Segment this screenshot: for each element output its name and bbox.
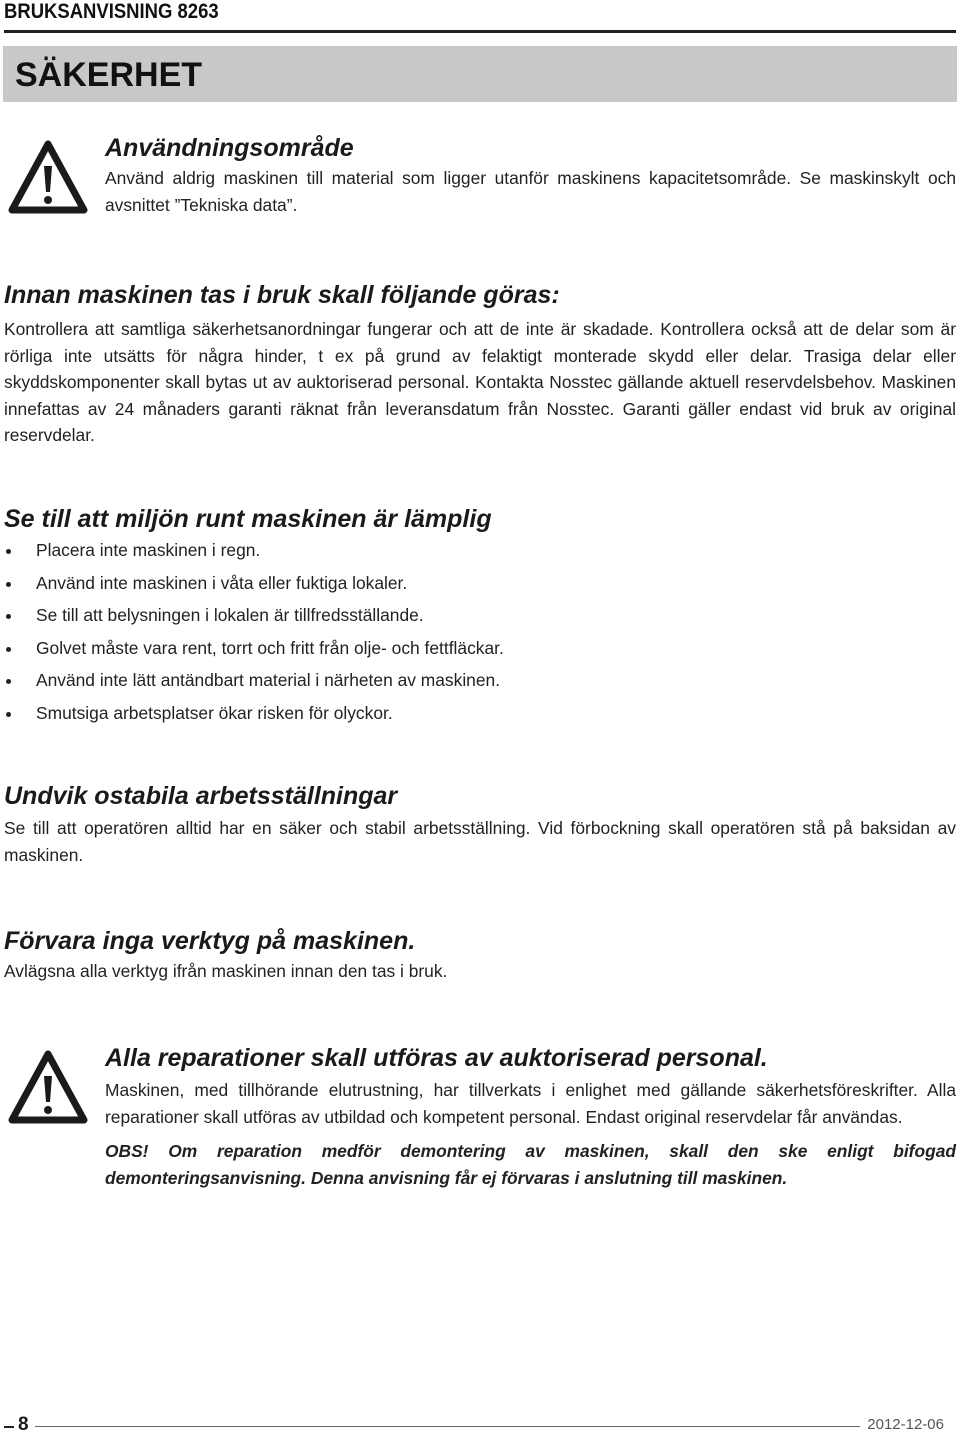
document-header: BRUKSANVISNING 8263 xyxy=(4,0,219,23)
list-item: Golvet måste vara rent, torrt och fritt från olje- och fettfläckar. xyxy=(4,632,956,665)
obs-text: Om reparation medför demontering av maskinen, skall den ske enligt bifogad demonteringsanvisning. Denna anvisning får ej förvaras i anslutning till maskinen. xyxy=(105,1141,956,1188)
before-use-text: Kontrollera att samtliga säkerhetsanordningar fungerar och att de inte är skadade. Kontrollera också att de delar som är rörliga inte utsätts för några hinder, t ex på grund av felaktigt monterade skydd eller delar. Trasiga delar eller skyddskomponenter skall bytas ut av auktoriserad personal. Kontakta Nosstec gällande aktuell reservdelsbehov. Maskinen innefattas av 24 månaders garanti räknat från leveransdatum från Nosstec. Garanti gäller endast vid bruk av original reservdelar. xyxy=(4,319,956,445)
list-item: Placera inte maskinen i regn. xyxy=(4,534,956,567)
tools-section xyxy=(4,927,956,985)
footer-rule xyxy=(34,1426,860,1427)
tools-heading: Förvara inga verktyg på maskinen. xyxy=(4,927,416,955)
before-use-section xyxy=(4,281,956,449)
repairs-text: Maskinen, med tillhörande elutrustning, har tillverkats i enlighet med gällande säkerhetsföreskrifter. Alla reparationer skall utföras av utbildad och kompetent personal. Endast original reservdelar får användas. xyxy=(105,1080,956,1127)
footer-date: 2012-12-06 xyxy=(861,1416,944,1433)
usage-section xyxy=(105,134,956,218)
list-item: Använd inte maskinen i våta eller fuktiga lokaler. xyxy=(4,567,956,600)
tools-text: Avlägsna alla verktyg ifrån maskinen innan den tas i bruk. xyxy=(4,961,448,981)
obs-paragraph xyxy=(105,1138,956,1191)
list-item: Använd inte lätt antändbart material i närheten av maskinen. xyxy=(4,664,956,697)
page-number: 8 xyxy=(18,1414,35,1436)
warning-triangle-icon xyxy=(8,1050,88,1124)
repairs-heading: Alla reparationer skall utföras av auktoriserad personal. xyxy=(105,1044,768,1072)
environment-section xyxy=(4,505,956,729)
usage-heading: Användningsområde xyxy=(105,134,354,162)
section-title: SÄKERHET xyxy=(15,56,203,94)
warning-triangle-icon xyxy=(8,140,88,214)
environment-heading: Se till att miljön runt maskinen är lämplig xyxy=(4,505,492,533)
footer-mark xyxy=(4,1426,14,1428)
environment-list xyxy=(4,534,956,729)
posture-heading: Undvik ostabila arbetsställningar xyxy=(4,782,398,810)
header-rule xyxy=(4,30,956,33)
repairs-section xyxy=(105,1044,956,1191)
obs-label: OBS! xyxy=(105,1141,149,1161)
list-item: Se till att belysningen i lokalen är tillfredsställande. xyxy=(4,599,956,632)
before-use-heading: Innan maskinen tas i bruk skall följande göras: xyxy=(4,281,560,309)
posture-section xyxy=(4,782,956,868)
posture-text: Se till att operatören alltid har en säker och stabil arbetsställning. Vid förbockning skall operatören stå på baksidan av maskinen. xyxy=(4,818,956,865)
section-banner xyxy=(3,46,957,102)
usage-text: Använd aldrig maskinen till material som ligger utanför maskinens kapacitetsområde. Se maskinskylt och avsnittet ”Tekniska data”. xyxy=(105,168,956,215)
list-item: Smutsiga arbetsplatser ökar risken för olyckor. xyxy=(4,697,956,730)
